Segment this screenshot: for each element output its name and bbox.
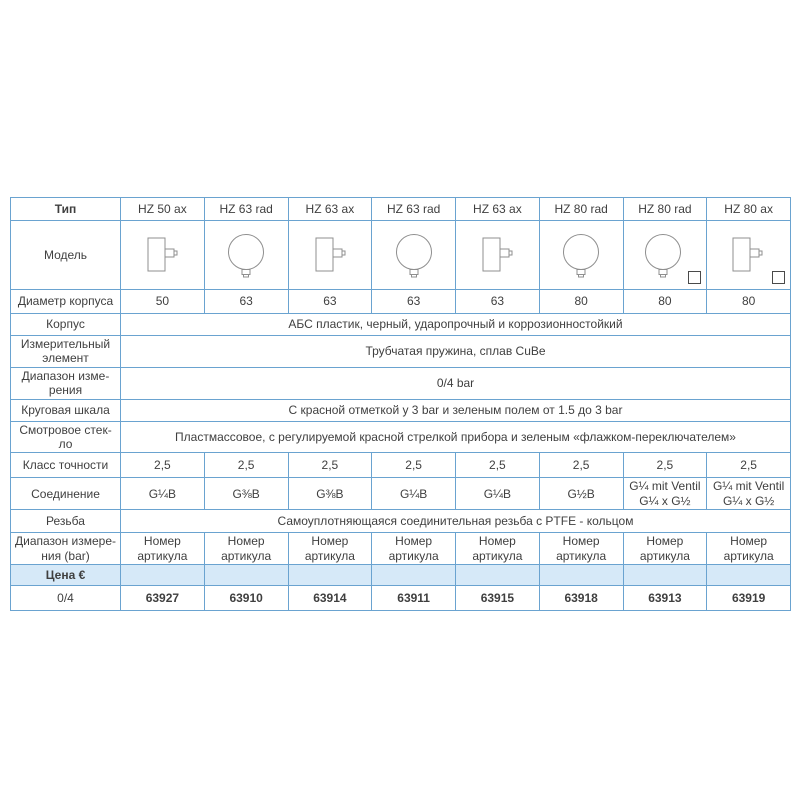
accuracy-value: 2,5 (623, 453, 707, 478)
diameter-value: 80 (623, 290, 707, 314)
price-cell (121, 565, 205, 586)
accuracy-value: 2,5 (288, 453, 372, 478)
accuracy-value: 2,5 (456, 453, 540, 478)
row-label-accuracy: Класс точности (11, 453, 121, 478)
model-cell (456, 221, 540, 290)
col-header: HZ 80 ax (707, 198, 791, 221)
price-cell (623, 565, 707, 586)
row-label-dial: Круговая шкала (11, 399, 121, 421)
article-header: Номер артикула (204, 533, 288, 565)
article-number: 63915 (456, 586, 540, 611)
row-model (11, 221, 791, 290)
article-number: 63911 (372, 586, 456, 611)
col-header: HZ 80 rad (539, 198, 623, 221)
row-label-price: Цена € (11, 565, 121, 586)
row-type (11, 198, 791, 221)
accuracy-value: 2,5 (707, 453, 791, 478)
model-cell (707, 221, 791, 290)
col-header: HZ 80 rad (623, 198, 707, 221)
row-connection (11, 478, 791, 510)
article-header: Номер артикула (456, 533, 540, 565)
row-body (11, 314, 791, 336)
row-window (11, 421, 791, 453)
col-header: HZ 63 rad (372, 198, 456, 221)
row-label-body: Корпус (11, 314, 121, 336)
article-number: 63910 (204, 586, 288, 611)
connection-value: G¼B (121, 478, 205, 510)
row-thread (11, 510, 791, 533)
row-label-range-0-4: 0/4 (11, 586, 121, 611)
col-header: HZ 63 ax (456, 198, 540, 221)
article-number: 63927 (121, 586, 205, 611)
row-label-model: Модель (11, 221, 121, 290)
row-label-connection: Соединение (11, 478, 121, 510)
article-number: 63919 (707, 586, 791, 611)
article-header: Номер артикула (121, 533, 205, 565)
valve-square-icon (772, 271, 785, 284)
row-articles (11, 586, 791, 611)
model-cell (121, 221, 205, 290)
price-cell (204, 565, 288, 586)
article-header: Номер артикула (707, 533, 791, 565)
model-cell (623, 221, 707, 290)
model-cell (204, 221, 288, 290)
diameter-value: 80 (539, 290, 623, 314)
gauge-axial-icon (475, 231, 519, 279)
row-range-bar (11, 533, 791, 565)
model-cell (288, 221, 372, 290)
thread-value: Самоуплотняющаяся соединительная резьба с PTFE - кольцом (121, 510, 791, 533)
connection-value: G¼ mit Ventil G¼ x G½ (623, 478, 707, 510)
diameter-value: 63 (204, 290, 288, 314)
element-value: Трубчатая пружина, сплав CuBe (121, 336, 791, 368)
valve-square-icon (688, 271, 701, 284)
connection-value: G½B (539, 478, 623, 510)
gauge-axial-icon (727, 231, 771, 279)
diameter-value: 63 (288, 290, 372, 314)
row-price (11, 565, 791, 586)
product-spec-table (10, 197, 791, 611)
connection-value: G¼B (372, 478, 456, 510)
row-label-range-bar: Диапазон измере- ния (bar) (11, 533, 121, 565)
price-cell (372, 565, 456, 586)
row-range (11, 367, 791, 399)
window-value: Пластмассовое, с регулируемой красной стрелкой прибора и зеленым «флажком-переключателем» (121, 421, 791, 453)
article-header: Номер артикула (623, 533, 707, 565)
gauge-axial-icon (140, 231, 184, 279)
accuracy-value: 2,5 (121, 453, 205, 478)
spec-table-sheet (10, 197, 791, 611)
connection-value: G⅜B (204, 478, 288, 510)
row-label-type: Тип (11, 198, 121, 221)
cropped-row-border-stub (10, 602, 11, 609)
article-header: Номер артикула (539, 533, 623, 565)
row-label-window: Смотровое стек- ло (11, 421, 121, 453)
col-header: HZ 63 rad (204, 198, 288, 221)
article-number: 63913 (623, 586, 707, 611)
article-header: Номер артикула (372, 533, 456, 565)
model-cell (539, 221, 623, 290)
article-number: 63918 (539, 586, 623, 611)
row-dial (11, 399, 791, 421)
row-element (11, 336, 791, 368)
connection-value: G¼B (456, 478, 540, 510)
price-cell (707, 565, 791, 586)
row-accuracy (11, 453, 791, 478)
gauge-radial-icon (643, 231, 687, 279)
price-cell (456, 565, 540, 586)
row-label-range: Диапазон изме- рения (11, 367, 121, 399)
accuracy-value: 2,5 (539, 453, 623, 478)
diameter-value: 80 (707, 290, 791, 314)
price-cell (539, 565, 623, 586)
row-label-element: Измерительный элемент (11, 336, 121, 368)
accuracy-value: 2,5 (204, 453, 288, 478)
body-value: АБС пластик, черный, ударопрочный и коррозионностойкий (121, 314, 791, 336)
gauge-radial-icon (559, 231, 603, 279)
row-label-diameter: Диаметр корпуса (11, 290, 121, 314)
article-header: Номер артикула (288, 533, 372, 565)
cropped-row-border-stub (120, 602, 121, 609)
gauge-axial-icon (308, 231, 352, 279)
col-header: HZ 63 ax (288, 198, 372, 221)
gauge-radial-icon (392, 231, 436, 279)
article-number: 63914 (288, 586, 372, 611)
col-header: HZ 50 ax (121, 198, 205, 221)
model-cell (372, 221, 456, 290)
row-label-thread: Резьба (11, 510, 121, 533)
range-value: 0/4 bar (121, 367, 791, 399)
diameter-value: 50 (121, 290, 205, 314)
row-diameter (11, 290, 791, 314)
diameter-value: 63 (456, 290, 540, 314)
connection-value: G¼ mit Ventil G¼ x G½ (707, 478, 791, 510)
dial-value: С красной отметкой у 3 bar и зеленым полем от 1.5 до 3 bar (121, 399, 791, 421)
diameter-value: 63 (372, 290, 456, 314)
accuracy-value: 2,5 (372, 453, 456, 478)
connection-value: G⅜B (288, 478, 372, 510)
gauge-radial-icon (224, 231, 268, 279)
price-cell (288, 565, 372, 586)
